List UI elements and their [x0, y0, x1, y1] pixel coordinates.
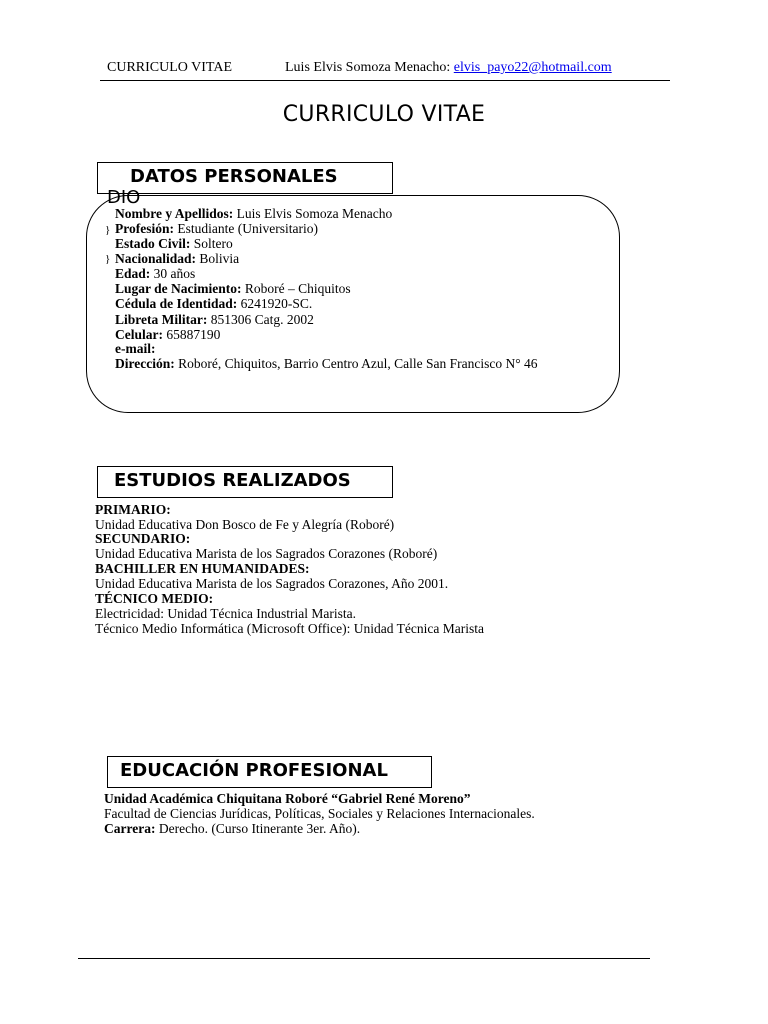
text-secundario: Unidad Educativa Marista de los Sagrados Corazones (Roboré): [95, 546, 438, 561]
field-profesion: Profesión: Estudiante (Universitario): [115, 221, 318, 236]
field-estado-civil: Estado Civil: Soltero: [115, 236, 233, 251]
running-header-author: [285, 60, 612, 76]
label-tecnico: TÉCNICO MEDIO:: [95, 591, 214, 606]
field-celular: Celular: 65887190: [115, 327, 221, 342]
text-tecnico-2: Técnico Medio Informática (Microsoft Office): Unidad Técnica Marista: [95, 621, 484, 636]
label-bachiller: BACHILLER EN HUMANIDADES:: [95, 561, 310, 576]
text-institucion: Unidad Académica Chiquitana Roboré “Gabriel René Moreno”: [104, 791, 471, 806]
section-heading-estudios: ESTUDIOS REALIZADOS: [97, 466, 393, 498]
header-email-link[interactable]: elvis_payo22@hotmail.com: [453, 60, 612, 75]
field-cedula: Cédula de Identidad: 6241920-SC.: [115, 296, 313, 311]
bracket-mark: }: [105, 253, 111, 265]
bracket-mark: }: [105, 224, 111, 236]
overlap-text: DIO: [107, 187, 141, 208]
field-nacionalidad: Nacionalidad: Bolivia: [115, 251, 240, 266]
label-primario: PRIMARIO:: [95, 502, 171, 517]
label-secundario: SECUNDARIO:: [95, 531, 191, 546]
field-lugar-nacimiento: Lugar de Nacimiento: Roboré – Chiquitos: [115, 281, 351, 296]
header-author-name: Luis Elvis Somoza Menacho:: [285, 60, 451, 75]
section-heading-datos-personales: DATOS PERSONALES: [97, 162, 393, 194]
header-divider: [100, 80, 670, 81]
text-primario: Unidad Educativa Don Bosco de Fe y Alegría (Roboré): [95, 517, 395, 532]
field-nombre: Nombre y Apellidos: Luis Elvis Somoza Menacho: [115, 206, 393, 221]
section-heading-educacion: EDUCACIÓN PROFESIONAL: [107, 756, 432, 788]
field-email: e-mail:: [115, 341, 156, 356]
text-facultad: Facultad de Ciencias Jurídicas, Políticas, Sociales y Relaciones Internacionales.: [104, 806, 535, 821]
field-direccion: Dirección: Roboré, Chiquitos, Barrio Centro Azul, Calle San Francisco N° 46: [115, 356, 538, 371]
field-libreta-militar: Libreta Militar: 851306 Catg. 2002: [115, 312, 314, 327]
field-edad: Edad: 30 años: [115, 266, 196, 281]
text-carrera: Carrera: Derecho. (Curso Itinerante 3er. Año).: [104, 821, 361, 836]
running-header-title: CURRICULO VITAE: [107, 60, 233, 75]
text-tecnico-1: Electricidad: Unidad Técnica Industrial Marista.: [95, 606, 357, 621]
footer-divider: [78, 958, 650, 959]
text-bachiller: Unidad Educativa Marista de los Sagrados Corazones, Año 2001.: [95, 576, 449, 591]
document-title: CURRICULO VITAE: [282, 102, 486, 127]
